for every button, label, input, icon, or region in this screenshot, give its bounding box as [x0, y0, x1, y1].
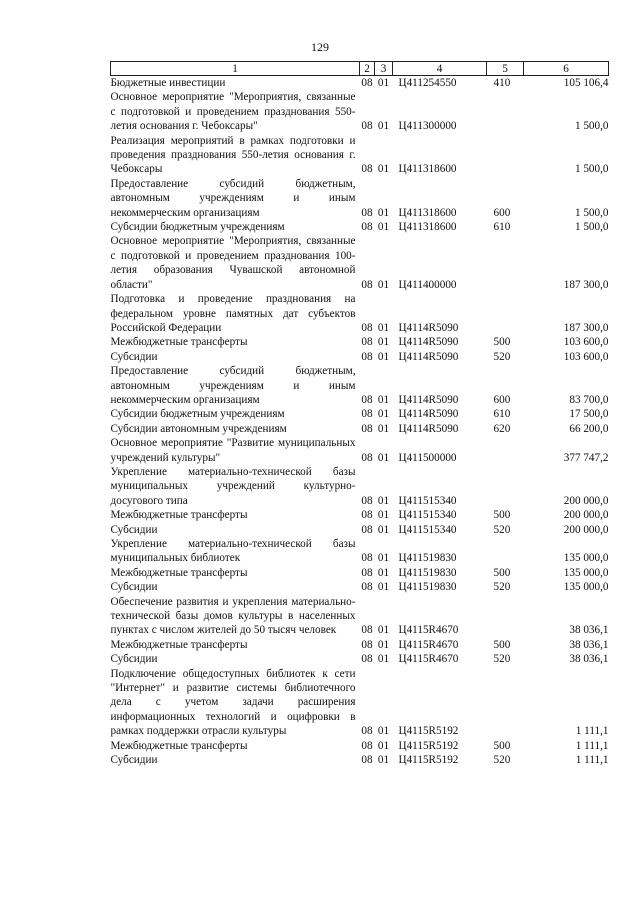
amount-cell: 83 700,0: [569, 393, 609, 406]
expense-type-code-cell: 500: [493, 739, 511, 752]
subsection-code-cell: 01: [377, 221, 390, 234]
target-article-code-cell: Ц411500000: [398, 451, 457, 464]
amount-cell: 1 111,1: [575, 739, 609, 752]
section-code-cell: 08: [361, 393, 373, 406]
section-code-cell: 08: [361, 451, 373, 464]
expense-type-code-cell: [487, 667, 524, 739]
table-row: [111, 638, 609, 652]
subsection-code-cell: 01: [377, 725, 390, 738]
table-row: [111, 436, 609, 465]
expense-name-cell: Бюджетные инвестиции: [110, 77, 226, 89]
amount-cell: 200 000,0: [563, 523, 609, 536]
amount-cell: 1 500,0: [574, 206, 609, 219]
expense-name-cell: Укрепление материально-технической базы муниципальных учреждений культурно-досугового типа: [110, 465, 356, 507]
table-row: [111, 537, 609, 566]
table-row: [111, 523, 609, 537]
table-row: [111, 335, 609, 349]
section-code-cell: 08: [361, 422, 373, 435]
subsection-code-cell: 01: [377, 350, 390, 363]
table-row: [111, 667, 609, 739]
target-article-code-cell: Ц411254550: [398, 77, 457, 89]
table-row: [111, 595, 609, 638]
column-header-2: 2: [360, 62, 375, 76]
expense-name-cell: Субсидии: [110, 350, 158, 363]
section-code-cell: 08: [361, 509, 373, 522]
expense-name-cell: Межбюджетные трансферты: [110, 638, 248, 651]
section-code-cell: 08: [361, 523, 373, 536]
amount-cell: 1 500,0: [574, 221, 609, 234]
expense-name-cell: Подключение общедоступных библиотек к сети "Интернет" и развитие системы библиотечного дела с учетом задачи расширения информационных технологий и оцифровки в рамках поддержки отрасли культуры: [110, 667, 356, 738]
expense-type-code-cell: 520: [493, 653, 511, 666]
expense-type-code-cell: 500: [493, 336, 511, 349]
amount-cell: 1 111,1: [575, 754, 609, 767]
subsection-code-cell: 01: [377, 638, 390, 651]
target-article-code-cell: Ц411519830: [398, 566, 457, 579]
target-article-code-cell: Ц4115R5192: [398, 754, 459, 767]
amount-cell: 200 000,0: [563, 509, 609, 522]
expense-type-code-cell: [487, 90, 524, 133]
target-article-code-cell: Ц411318600: [398, 206, 457, 219]
table-row: [111, 422, 609, 436]
column-header-1: 1: [111, 62, 360, 76]
subsection-code-cell: 01: [377, 278, 390, 291]
target-article-code-cell: Ц411515340: [398, 494, 457, 507]
target-article-code-cell: Ц4115R5192: [398, 725, 459, 738]
table-row: [111, 364, 609, 407]
target-article-code-cell: Ц4114R5090: [398, 336, 459, 349]
expense-name-cell: Межбюджетные трансферты: [110, 336, 248, 349]
table-row: [111, 177, 609, 220]
table-row: [111, 580, 609, 594]
subsection-code-cell: 01: [377, 581, 390, 594]
amount-cell: 1 111,1: [575, 725, 609, 738]
table-row: [111, 292, 609, 335]
amount-cell: 38 036,1: [569, 624, 609, 637]
section-code-cell: 08: [361, 566, 373, 579]
target-article-code-cell: Ц4115R4670: [398, 624, 459, 637]
target-article-code-cell: Ц411515340: [398, 523, 457, 536]
subsection-code-cell: 01: [377, 321, 390, 334]
target-article-code-cell: Ц411318600: [398, 163, 457, 176]
header-row: [111, 62, 609, 76]
section-code-cell: 08: [361, 278, 373, 291]
expense-type-code-cell: 500: [493, 566, 511, 579]
subsection-code-cell: 01: [377, 206, 390, 219]
table-row: [111, 407, 609, 421]
target-article-code-cell: Ц411515340: [398, 509, 457, 522]
subsection-code-cell: 01: [377, 739, 390, 752]
amount-cell: 187 300,0: [563, 321, 609, 334]
subsection-code-cell: 01: [377, 754, 390, 767]
expense-name-cell: Предоставление субсидий бюджетным, автономным учреждениям и иным некоммерческим организациям: [110, 177, 356, 219]
expense-type-code-cell: 520: [493, 754, 511, 767]
section-code-cell: 08: [361, 552, 373, 565]
column-header-4: 4: [393, 62, 487, 76]
budget-table: [110, 61, 609, 768]
amount-cell: 187 300,0: [563, 278, 609, 291]
expense-type-code-cell: 500: [493, 638, 511, 651]
table-row: [111, 465, 609, 508]
subsection-code-cell: 01: [377, 494, 390, 507]
expense-name-cell: Субсидии автономным учреждениям: [110, 422, 287, 435]
expense-type-code-cell: [487, 134, 524, 177]
table-row: [111, 508, 609, 522]
amount-cell: 66 200,0: [569, 422, 609, 435]
subsection-code-cell: 01: [377, 77, 390, 89]
subsection-code-cell: 01: [377, 624, 390, 637]
amount-cell: 135 000,0: [563, 566, 609, 579]
table-row: [111, 134, 609, 177]
amount-cell: 38 036,1: [569, 653, 609, 666]
subsection-code-cell: 01: [377, 523, 390, 536]
expense-type-code-cell: 610: [493, 408, 511, 421]
target-article-code-cell: Ц4114R5090: [398, 393, 459, 406]
section-code-cell: 08: [361, 624, 373, 637]
expense-type-code-cell: 620: [493, 422, 511, 435]
expense-type-code-cell: [487, 436, 524, 465]
expense-type-code-cell: 520: [493, 350, 511, 363]
amount-cell: 38 036,1: [569, 638, 609, 651]
target-article-code-cell: Ц4114R5090: [398, 350, 459, 363]
expense-name-cell: Субсидии: [110, 581, 158, 594]
expense-name-cell: Субсидии бюджетным учреждениям: [110, 408, 285, 421]
expense-name-cell: Обеспечение развития и укрепления материально-технической базы домов культуры в населенных пунктах с числом жителей до 50 тысяч человек: [110, 595, 356, 637]
column-header-5: 5: [487, 62, 524, 76]
target-article-code-cell: Ц4114R5090: [398, 321, 459, 334]
target-article-code-cell: Ц411519830: [398, 552, 457, 565]
subsection-code-cell: 01: [377, 422, 390, 435]
subsection-code-cell: 01: [377, 163, 390, 176]
section-code-cell: 08: [361, 206, 373, 219]
expense-type-code-cell: [487, 292, 524, 335]
section-code-cell: 08: [361, 77, 373, 89]
target-article-code-cell: Ц4115R5192: [398, 739, 459, 752]
amount-cell: 1 500,0: [574, 120, 609, 133]
expense-name-cell: Субсидии: [110, 653, 158, 666]
table-row: [111, 753, 609, 767]
expense-name-cell: Подготовка и проведение празднования на федеральном уровне памятных дат субъектов Российской Федерации: [110, 293, 356, 334]
table-row: [111, 739, 609, 753]
subsection-code-cell: 01: [377, 451, 390, 464]
subsection-code-cell: 01: [377, 552, 390, 565]
expense-type-code-cell: [487, 537, 524, 566]
section-code-cell: 08: [361, 754, 373, 767]
expense-name-cell: Субсидии бюджетным учреждениям: [110, 221, 285, 234]
section-code-cell: 08: [361, 163, 373, 176]
amount-cell: 103 600,0: [563, 350, 609, 363]
target-article-code-cell: Ц411400000: [398, 278, 457, 291]
subsection-code-cell: 01: [377, 336, 390, 349]
column-header-3: 3: [375, 62, 393, 76]
target-article-code-cell: Ц4115R4670: [398, 653, 459, 666]
expense-name-cell: Субсидии: [110, 754, 158, 767]
subsection-code-cell: 01: [377, 566, 390, 579]
expense-type-code-cell: 500: [493, 509, 511, 522]
amount-cell: 200 000,0: [563, 494, 609, 507]
expense-type-code-cell: 600: [493, 393, 511, 406]
subsection-code-cell: 01: [377, 509, 390, 522]
target-article-code-cell: Ц4114R5090: [398, 422, 459, 435]
expense-name-cell: Основное мероприятие "Развитие муниципальных учреждений культуры": [110, 437, 356, 464]
section-code-cell: 08: [361, 221, 373, 234]
section-code-cell: 08: [361, 494, 373, 507]
table-body: [111, 76, 609, 768]
expense-type-code-cell: [487, 234, 524, 292]
expense-name-cell: Укрепление материально-технической базы муниципальных библиотек: [110, 538, 356, 565]
section-code-cell: 08: [361, 638, 373, 651]
section-code-cell: 08: [361, 725, 373, 738]
table-row: [111, 566, 609, 580]
expense-type-code-cell: 520: [493, 523, 511, 536]
expense-type-code-cell: [487, 595, 524, 638]
amount-cell: 135 000,0: [563, 581, 609, 594]
amount-cell: 105 106,4: [563, 77, 609, 89]
expense-type-code-cell: 410: [493, 77, 511, 89]
table-row: [111, 90, 609, 133]
amount-cell: 17 500,0: [569, 408, 609, 421]
target-article-code-cell: Ц411300000: [398, 120, 457, 133]
expense-name-cell: Основное мероприятие "Мероприятия, связанные с подготовкой и проведением празднования 550-летия основания г. Чебоксары": [110, 91, 356, 133]
table-row: [111, 76, 609, 91]
subsection-code-cell: 01: [377, 120, 390, 133]
amount-cell: 1 500,0: [574, 163, 609, 176]
expense-name-cell: Предоставление субсидий бюджетным, автономным учреждениям и иным некоммерческим организациям: [110, 365, 356, 406]
amount-cell: 103 600,0: [563, 336, 609, 349]
expense-type-code-cell: 520: [493, 581, 511, 594]
section-code-cell: 08: [361, 120, 373, 133]
section-code-cell: 08: [361, 739, 373, 752]
amount-cell: 135 000,0: [563, 552, 609, 565]
expense-type-code-cell: [487, 465, 524, 508]
table-row: [111, 220, 609, 234]
target-article-code-cell: Ц4114R5090: [398, 408, 459, 421]
expense-name-cell: Основное мероприятие "Мероприятия, связанные с подготовкой и проведением празднования 100-летия образования Чувашской автономной области": [110, 235, 356, 291]
section-code-cell: 08: [361, 653, 373, 666]
subsection-code-cell: 01: [377, 653, 390, 666]
section-code-cell: 08: [361, 336, 373, 349]
expense-type-code-cell: 610: [493, 221, 511, 234]
table-row: [111, 234, 609, 292]
section-code-cell: 08: [361, 408, 373, 421]
target-article-code-cell: Ц411318600: [398, 221, 457, 234]
section-code-cell: 08: [361, 350, 373, 363]
subsection-code-cell: 01: [377, 393, 390, 406]
expense-name-cell: Субсидии: [110, 523, 158, 536]
target-article-code-cell: Ц411519830: [398, 581, 457, 594]
expense-name-cell: Реализация мероприятий в рамках подготовки и проведения празднования 550-летия основания г. Чебоксары: [110, 134, 356, 176]
page-number: 129: [311, 40, 329, 54]
expense-type-code-cell: 600: [493, 206, 511, 219]
expense-name-cell: Межбюджетные трансферты: [110, 566, 248, 579]
table-row: [111, 652, 609, 666]
column-header-6: 6: [524, 62, 609, 76]
table-row: [111, 350, 609, 364]
expense-name-cell: Межбюджетные трансферты: [110, 509, 248, 522]
section-code-cell: 08: [361, 581, 373, 594]
expense-name-cell: Межбюджетные трансферты: [110, 739, 248, 752]
target-article-code-cell: Ц4115R4670: [398, 638, 459, 651]
section-code-cell: 08: [361, 321, 373, 334]
amount-cell: 377 747,2: [563, 451, 609, 464]
subsection-code-cell: 01: [377, 408, 390, 421]
